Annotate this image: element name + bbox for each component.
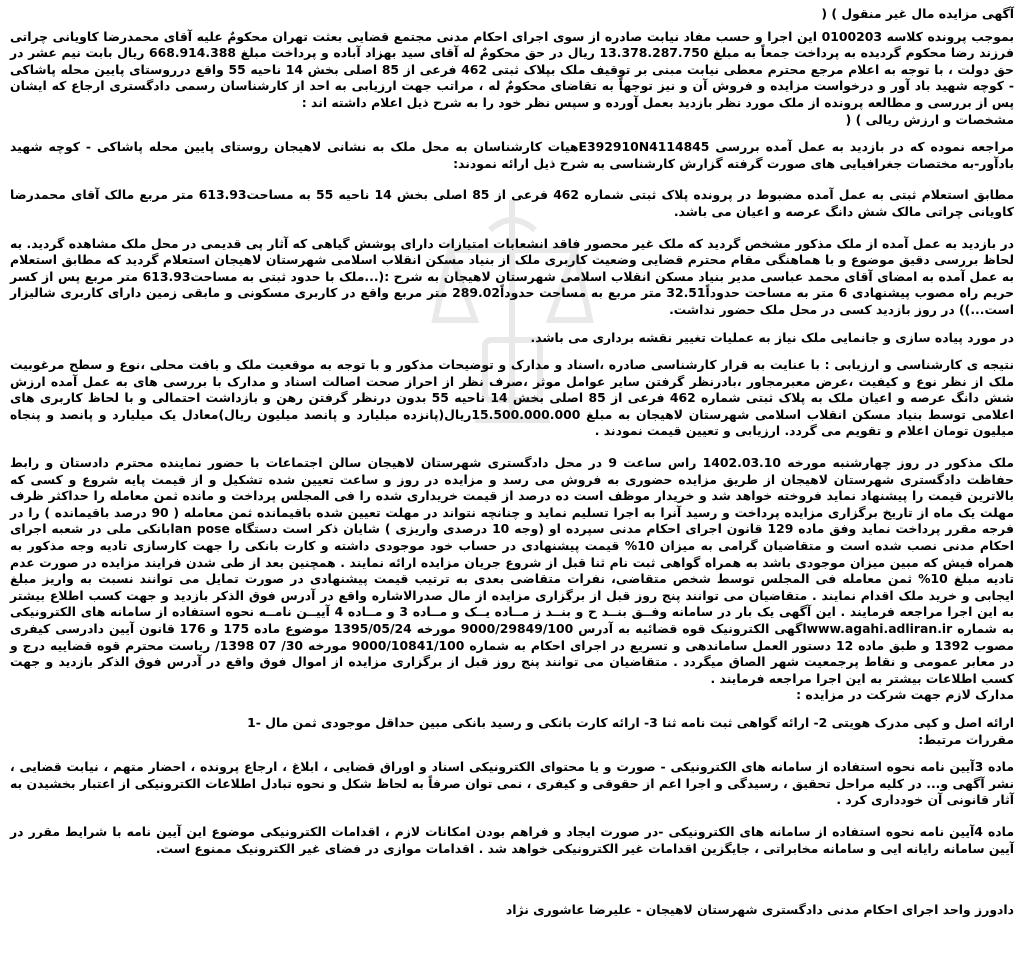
expert-paragraph: مراجعه نموده که در بازدید به عمل آمده بررسی E392910N4114845هیات کارشناسان به محل ملک به نشانی لاهیجان روستای پایین محله پاشاکی - کوچه شهید بادآور-به مختصات جغرافیایی های صورت گرفته گزارش کارشناسی به شرح ذیل ارائه نمودند: bbox=[10, 139, 1014, 171]
notice-title: آگهی مزایده مال غیر منقول ) ( bbox=[821, 6, 1014, 21]
regulation-4: ماده 4آیین نامه نحوه استفاده از سامانه های الکترونیکی -در صورت ایجاد و فراهم بودن امکانات لازم ، اقدامات الکترونیکی موضوع این آیین نامه با شرایط مقرر در آیین سامانه رایانه ایی و سامانه مخابراتی ، جایگزین اقدامات غیر الکترونیکی خواهد شد . اقدامات موازی در فضای غیر الکترونیک ممنوع است. bbox=[10, 823, 1014, 856]
result-paragraph: نتیجه ی کارشناسی و ارزیابی : با عنایت به قرار کارشناسی صادره ،اسناد و مدارک و توضیحات مذکور و با توجه به موقعیت ملک و بافت محلی ،نوع و سطح مرغوبیت ملک از نظر نوع و کیفیت ،عرض معبرمجاور ،بادرنظر گرفتن سایر عوامل موثر ،صرف نظر از احراز صحت اصالت اسناد و مدارک با بررسی های به عمل آمده ارزش شش دانگ عرصه و اعیان ملک به پلاک ثبتی شماره 462 فرعی از 85 اصلی بخش 14 ناحیه 55 بدون درنظر گرفتن رهن و بازداشت احتمالی و با لحاظ کاربری های اعلامی توسط بنیاد مسکن انقلاب اسلامی شهرستان لاهیجان به مبلغ 15.500.000.000ریال(پانزده میلیارد و پانصد میلیون ریال)معادل یک میلیارد و پانصد و پنجاه میلیون تومان اعلام و تقویم می گردد. ارزیابی و تعیین قیمت نمودند . bbox=[10, 357, 1015, 439]
survey-paragraph: در مورد پیاده سازی و جانمایی ملک نیاز به عملیات تغییر نقشه برداری می باشد. bbox=[530, 329, 1014, 345]
regulations-heading: مقررات مرتبط: bbox=[918, 731, 1014, 747]
visit-paragraph: در بازدید به عمل آمده از ملک مذکور مشخص گردید که ملک غیر محصور فاقد انشعابات امتیازات دارای پوشش گیاهی که آثار پی قدیمی در محل ملک مشاهده گردید. به لحاظ بررسی دقیق موضوع و با هماهنگی مقام محترم قضایی وضعیت کاربری ملک از بنیاد مسکن انقلاب اسلامی شهرستان لاهیجان استعلام گردید که مطابق استعلام به عمل آمده به امضای آقای محمد عباسی مدیر بنیاد مسکن انقلاب اسلامی شهرستان لاهیجان به شرح :(...ملک با حدود ثبتی به مساحت613.93 متر مربع پس از کسر حریم راه مصوب پیشنهادی 6 متر به مساحت حدوداً32.51 متر مربع به مساحت حدوداً289.02 متر مربع واقع در کاربری مسکونی و مابقی زمین دارای کاربری شالیزار است...)) در روز بازدید کسی در محل ملک حضور نداشت. bbox=[10, 235, 1015, 317]
auction-paragraph: ملک مذکور در روز چهارشنبه مورخه 1402.03.10 راس ساعت 9 در محل دادگستری شهرستان لاهیجان سالن اجتماعات با حضور نماینده محترم دادستان و رابط حفاظت دادگستری شهرستان لاهیجان از طریق مزایده حضوری به فروش می رسد و مزایده در روز و ساعت تعیین شده تشکیل و از قیمت پایه شروع و کسی که بالاترین قیمت را پیشنهاد نماید فروخته خواهد شد و خریدار موظف است ده درصد از قیمت خریداری شده را فی المجلس پرداخت و مانده ثمن معامله را حداکثر ظرف مهلت یک ماه از تاریخ برگزاری مزایده پرداخت و رسید آنرا به اجرا تسلیم نماید و چنانچه نتواند در مهلت تعیین شده باقیمانده ثمن معامله ( 90 درصد باقیمانده ) را در فرجه مقرر پرداخت نماید وفق ماده 129 قانون اجرای احکام مدنی سپرده او (وجه 10 درصدی واریزی ) شایان ذکر است دستگاه lan poseبانکی ملی در شعبه اجرای احکام مدنی نصب شده است و متقاضیان گرامی به میزان 10% قیمت پیشنهادی در حساب خود موجودی داشته و کارت بانکی را جهت کارسازی تادیه وجه مذکور به همراه فیش که مبین میزان موجودی باشد به همراه گواهی ثبت نام ثنا قبل از شروع جریان مزایده ارائه نمایند . همچنین بعد از طی شدن فرایند مزایده در صورت عدم تادیه مبلغ 10% ثمن معامله فی المجلس توسط شخص متقاضی، نفرات متقاضی بعدی به ترتیب قیمت پیشنهادی در صورت تمایل می توانند نسبت به واریز مبلغ ایجابی و خرید ملک اقدام نمایند . متقاضیان می توانند پنج روز قبل از برگزاری مزایده از مال صدرالاشاره واقع در آدرس فوق الذکر بازدید و جهت کسب اطلاع بیشتر به این اجرا مراجعه فرمایند . این آگهی یک بار در سامانه وفــق بنــد ح و بنــد ز مــاده یــک و مــاده 3 و مــاده 4 آییــن نامــه نحوه استفاده از سامانه های الکترونیکی به شماره www.agahi.adliran.irاگهی الکترونیک قوه قضائیه به آدرس 9000/29849/100 مورخه 1395/05/24 موضوع ماده 175 و 176 قانون آیین دادرسی کیفری مصوب 1392 و طبق ماده 12 دستور العمل ساماندهی و تسریع در اجرای احکام به شماره 9000/10841/100 مورخه 30/ 07 1398/ ریاست محترم قوه قضاییه درج و در معابر عمومی و نقاط پرجمعیت شهر الصاق میگردد . متقاضیان می توانند پنج روز قبل از برگزاری مزایده از اموال فوق واقع در آدرس فوق الذکر بازدید و جهت کسب اطلاعات بیشتر به این اجرا مراجعه فرمایند . bbox=[10, 455, 1014, 686]
documents-list: ارائه اصل و کپی مدرک هویتی 2- ارائه گواهی ثبت نامه ثنا 3- ارائه کارت بانکی و رسید بانکی مبین حداقل موجودی ثمن مال -1 bbox=[247, 714, 1014, 730]
registry-paragraph: مطابق استعلام ثبتی به عمل آمده مضبوط در پرونده پلاک ثبتی شماره 462 فرعی از 85 اصلی بخش 14 ناحیه 55 به مساحت613.93 متر مربع مالک آقای محمدرضا کاویانی چراتی مالک شش دانگ عرصه و اعیان می باشد. bbox=[10, 187, 1015, 219]
documents-heading: مدارک لازم جهت شرکت در مزایده : bbox=[796, 687, 1014, 703]
intro-paragraph: بموجب پرونده کلاسه 0100203 این اجرا و حسب مفاد نیابت صادره از سوی اجرای احکام مدنی مجتمع قضایی بعثت تهران محکومٌ علیه آقای محمدرضا کاویانی چراتی فرزند رضا محکوم گردیده به پرداخت جمعاً به مبلغ 13.378.287.750 ریال در حق محکومٌ له آقای سید بهزاد آباده و پرداخت مبلغ 668.914.388 ریال بابت نیم عشر در حق دولت ، با توجه به اعلام مرجع محترم معطی نیابت مبنی بر توقیف ملک بپلاک ثبتی 462 فرعی از 85 اصلی بخش 14 ناحیه 55 واقع درروستای پایین محله پاشاکی - کوچه شهید باد آور و درخواست مزایده و فروش آن و نیز توجهاً به تقاضای محکومٌ له ، مراتب جهت ارزیابی به احد از کارشناسان رسمی دادگستری ارجاع که ایشان پس از بررسی و مطالعه پرونده از ملک مورد نظر بازدید بعمل آورده و سپس نظر خود را به شرح ذیل اعلام داشته اند : bbox=[10, 28, 1014, 110]
signature-line: دادورز واحد اجرای احکام مدنی دادگستری شهرستان لاهیجان - علیرضا عاشوری نژاد bbox=[505, 902, 1014, 918]
specs-heading: مشخصات و ارزش ریالی ) ( bbox=[845, 111, 1014, 127]
regulation-3: ماده 3آیین نامه نحوه استفاده از سامانه های الکترونیکی - صورت و یا محتوای الکترونیکی اسناد و اوراق قضایی ، ابلاغ ، ارجاع پرونده ، احضار متهم ، نیابت قضایی ، نشر آگهی و... در کلیه مراحل تحقیق ، رسیدگی و اجرا اعم از حقوقی و کیفری ، نمی توان صرفاً به لحاظ شکل و نحوه تبادل اطلاعات الکترونیکی از اعتبار بخشیدن به آثار قانونی آن خودداری کرد . bbox=[10, 759, 1015, 808]
